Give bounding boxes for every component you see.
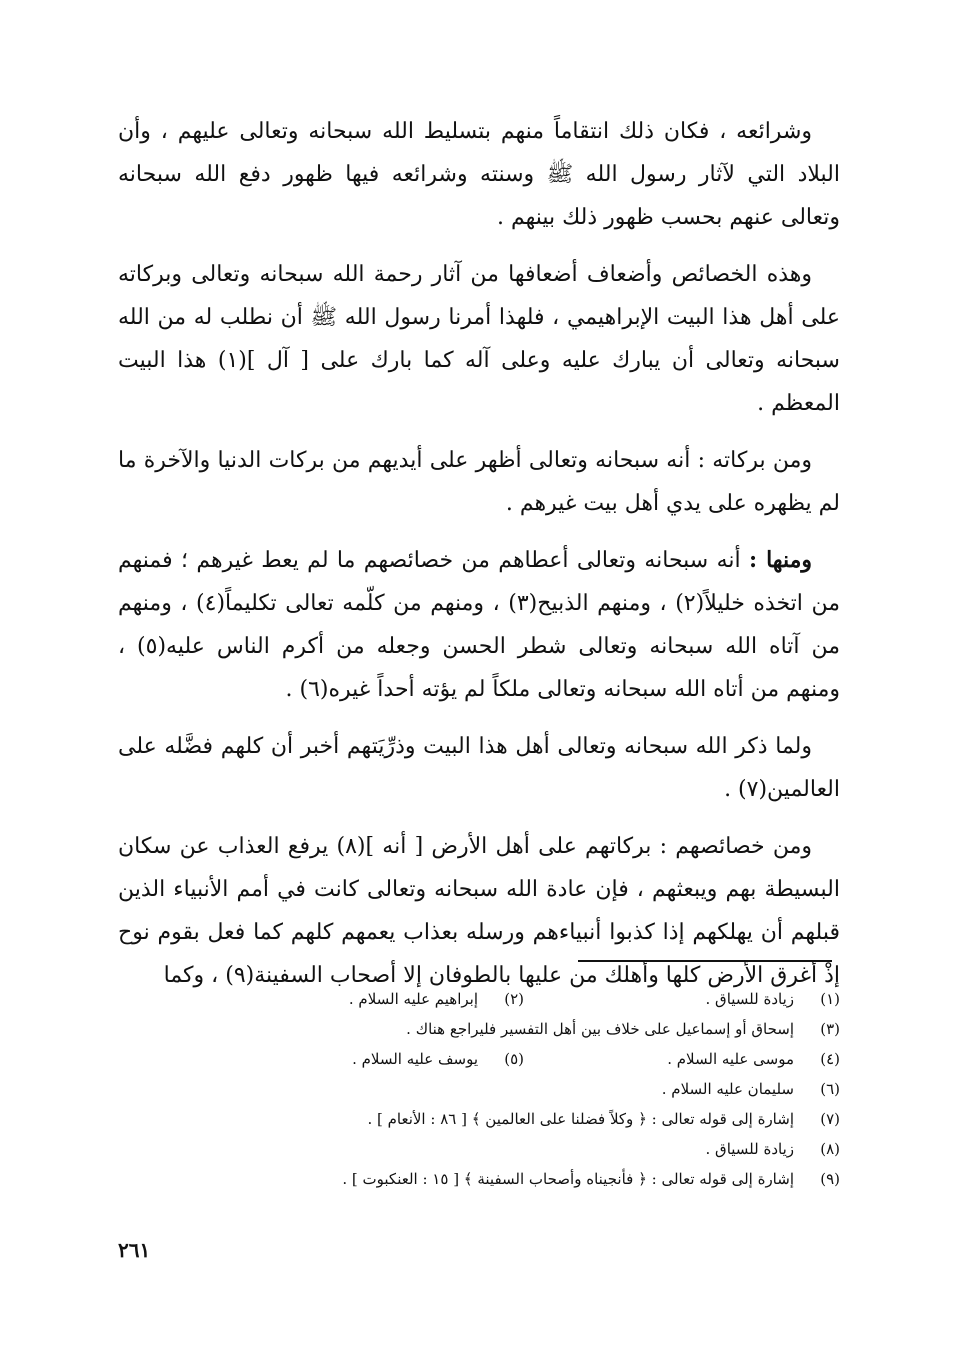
footnote-text: زيادة للسياق . [705,990,794,1008]
main-text [118,110,840,1011]
footnote-text: سليمان عليه السلام . [661,1080,794,1098]
footnote-row [250,1014,840,1044]
paragraph-6: ومن خصائصهم : بركاتهم على أهل الأرض [ أنه ](٨) يرفع العذاب عن سكان البسيطة بهم ويبعثهم ، فإن عادة الله سبحانه وتعالى كانت في أمم الأنبياء الذين قبلهم أن يهلكهم إذا كذبوا أنبياءهم ورسله بعذاب يعمهم كلهم كما فعل بقوم نوح إذْ أغرق الأرض كلها وأهلك من عليها بالطوفان إلا أصحاب السفينة(٩) ، وكما [118,834,840,988]
paragraph-3: ومن بركاته : أنه سبحانه وتعالى أظهر على أيديهم من بركات الدنيا والآخرة ما لم يظهره على يدي أهل بيت غيرهم . [118,448,840,516]
footnote-text: زيادة للسياق . [705,1140,794,1158]
footnote-number: (٧) [820,1110,840,1128]
footnote-text: يوسف عليه السلام . [352,1050,478,1068]
footnote-number: (٦) [820,1080,840,1098]
footnotes [250,984,840,1194]
footnote-number: (٩) [820,1170,840,1188]
footnote-text: إشارة إلى قوله تعالى : ﴿ فأنجيناه وأصحاب السفينة ﴾ [ ١٥ : العنكبوت ] . [342,1170,794,1188]
paragraph-4-lead: ومنها : [748,547,812,573]
footnote-text: موسى عليه السلام . [667,1050,794,1068]
footnote-number: (٢) [504,990,524,1008]
footnote-text: إسحاق أو إسماعيل على خلاف بين أهل التفسير فليراجع هناك . [406,1020,794,1038]
paragraph-1: وشرائعه ، فكان ذلك انتقاماً منهم بتسليط الله سبحانه وتعالى عليهم ، وأن البلاد التي لآثار رسول الله ﷺ وسنته وشرائعه فيها ظهور دفع الله سبحانه وتعالى عنهم بحسب ظهور ذلك بينهم . [118,119,840,230]
footnote-divider [578,960,832,962]
footnote-text: إبراهيم عليه السلام . [348,990,478,1008]
footnote-row [250,1074,840,1104]
footnote-text: إشارة إلى قوله تعالى : ﴿ وكلاً فضلنا على العالمين ﴾ [ ٨٦ : الأنعام ] . [367,1110,794,1128]
page-number: ٢٦١ [118,1238,151,1262]
footnote-row [250,1044,840,1074]
footnote-number: (٥) [504,1050,524,1068]
paragraph-2: وهذه الخصائص وأضعاف أضعافها من آثار رحمة الله سبحانه وتعالى وبركاته على أهل هذا البيت الإبراهيمي ، فلهذا أمرنا رسول الله ﷺ أن نطلب له من الله سبحانه وتعالى أن يبارك عليه وعلى آله كما بارك على [ آل ](١) هذا البيت المعظم . [118,262,840,416]
footnote-row [250,1104,840,1134]
footnote-number: (٨) [820,1140,840,1158]
footnote-row [250,984,840,1014]
paragraph-4-text: أنه سبحانه وتعالى أعطاهم من خصائصهم ما لم يعط غيرهم ؛ فمنهم من اتخذه خليلاً(٢) ، ومنهم الذبيح(٣) ، ومنهم من كلّمه تعالى تكليماً(٤) ، ومنهم من آتاه الله سبحانه وتعالى شطر الحسن وجعله من أكرم الناس عليه(٥) ، ومنهم من أتاه الله سبحانه وتعالى ملكاً لم يؤته أحداً غيره(٦) . [118,548,841,702]
paragraph-4 [118,539,840,711]
footnote-row [250,1134,840,1164]
paragraph-5: ولما ذكر الله سبحانه وتعالى أهل هذا البيت وذرِّيَتهم أخبر أن كلهم فضَّله على العالمين(٧) . [118,734,840,802]
footnote-number: (١) [820,990,840,1008]
footnote-number: (٤) [820,1050,840,1068]
footnote-row [250,1164,840,1194]
footnote-number: (٣) [820,1020,840,1038]
